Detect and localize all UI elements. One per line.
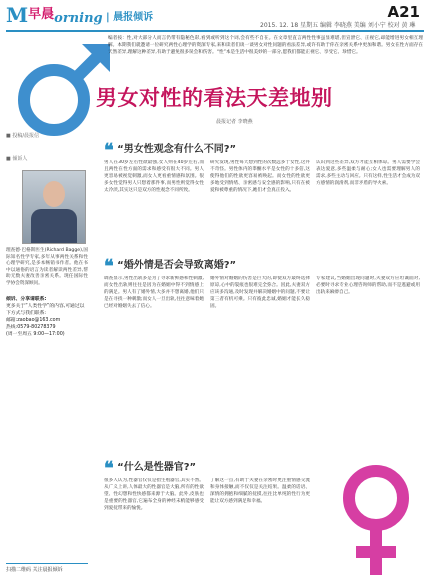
quote-mark-icon: ❝ [104, 458, 114, 479]
expert-photo [22, 170, 86, 244]
section-3-col-1: 很多人认为,性器官仅仅是指生殖器官,其实不然。从广义上讲,人体最大的性器官是大脑,所有的性欲望、性幻想和性快感都来源于大脑。此外,皮肤也是重要的性器官,它遍布全身的神经末梢能够感受到爱抚带来的愉悦。 [104, 478, 204, 511]
section-1-col-2: 研究发现,男性每天想到性的次数远多于女性,这并不奇怪。男性体内的睾酮水平是女性的十多倍,这使得他们的性欲更容易被唤起。而女性的性欲更多地受到情绪、亲密感与安全感的影响,只有在被爱和被尊重的情况下,她们才会真正投入。 [210, 160, 310, 193]
logo-m: M [6, 3, 29, 27]
left-column [6, 132, 88, 338]
section-2-col-3: 专家建议,当婚姻出现问题时,夫妻双方应坦诚面对,必要时寻求专业心理咨询师的帮助,而不是逃避或用出轨来麻痹自己。 [316, 276, 420, 295]
logo-chinese: 早晨 [28, 7, 55, 22]
section-3-col-2: 了解这一点,有助于夫妻在亲密时更注重情感交流和身体接触,而不仅仅是关注结果。温柔的话语、深情的拥抱和细腻的抚摸,往往比单纯的性行为更能让双方感到满足和幸福。 [210, 478, 310, 504]
person-label: ■ 倾诉人 [6, 156, 28, 162]
column-title: | 晨报倾诉 [106, 12, 154, 23]
contact-line: 更多关于“人类性学”的内容,可通过以下方式与我们联系: [6, 303, 85, 316]
photo-suit [31, 209, 77, 243]
page-number: A21 [387, 3, 420, 21]
section-2-col-1: 调查显示,男性出轨多是为了寻求新鲜感和性刺激,而女性出轨则往往是因为在婚姻中得不到情感上的满足。男人有了婚外情,大多并不想离婚,他们只是在寻找一种刺激;而女人一旦出轨,往往意味着她已经对婚姻失去了信心。 [104, 276, 204, 309]
section-1-col-1: 男人在30岁左右性欲最强,女人则在40岁左右,而且两性在性方面的需求和感受有很大不同。男人更容易被视觉刺激,而女人更看重情感和氛围。很多女性觉得男人只想着那件事,而男性则觉得女性太冷淡,其实这只是双方的性观念不同所致。 [104, 160, 204, 193]
female-symbol-icon [318, 460, 428, 577]
page-date-line: 2015. 12. 18 星期五 编辑 李晓燕 美编 刘小宁 校对 黄 琳 [260, 22, 416, 29]
contact-email[interactable]: 邮箱:zaobao@163.com [6, 317, 61, 323]
footer-text: 扫描二维码 关注晨报倾诉 [6, 567, 63, 573]
section-2-heading [104, 256, 236, 277]
section-3-heading [104, 458, 196, 479]
contact-phone[interactable]: 热线:0579-80278379 [6, 324, 56, 330]
footer-divider [6, 563, 88, 564]
byline: 晨报记者 李晓燕 [216, 119, 253, 125]
section-2-title: “婚外情是否会导致离婚?” [117, 260, 237, 271]
section-1-title: “男女性观念有什么不同?” [117, 144, 237, 155]
logo-rest: orning [54, 11, 103, 26]
contact-block [6, 296, 88, 338]
section-3-title: “什么是性器官?” [117, 462, 197, 473]
quote-mark-icon: ❝ [104, 140, 114, 161]
photo-face [43, 181, 65, 207]
section-1-heading [104, 140, 236, 161]
section-1-col-3: 认识到这些差异,双方才能互相体谅。男人需要学会表达爱意,多些温柔与耐心;女人也需要理解男人的需求,多些主动与回应。只有这样,性生活才会成为双方感情的润滑剂,而非矛盾的导火索。 [316, 160, 420, 186]
contact-title: 倾诉、分享请联系: [6, 296, 47, 302]
editor-note: 编者按：性,对大部分人而言仍带有隐秘色彩,看到或听到这个词,会有些不自在。在文章里直言两性性事虽显难堪,但宣泄它、正视它,却能增进男女相互理解。本期我们就邀请一位研究两性心理学的资深专家,来和读者们谈一谈男女对性问题的看法差异,或许有助于你在亲密关系中更加和谐。男女在性方面存在天然差异,理解这种差异,有助于避免很多误会和伤害。“性”本是生活中很美妙的一部分,愿我们都能正视它、享受它、珍惜它。 [108, 36, 423, 55]
headline: 男女对性的看法天差地别 [96, 86, 333, 110]
expert-bio: 理查德·巴格斯医生(Richard Bagge),国际知名性学专家,多年从事两性关系和性心理学研究,是多本畅销书作者。他在书中以通俗的语言为读者解读两性差异,帮助无数夫妻改善亲密关系。现任国际性学协会资深顾问。 [6, 248, 88, 286]
contact-hours: (周一至周五 9:00—17:00) [6, 331, 65, 337]
quote-mark-icon: ❝ [104, 256, 114, 277]
photo-credit: ■ 投稿/晨报信 [6, 133, 39, 139]
section-2-col-2: 婚外情对婚姻的伤害是巨大的,即使双方最终选择原谅,心中的裂痕也很难完全弥合。因此,夫妻双方应该多沟通,及时发现并解决婚姻中的问题,不要让第三者有机可乘。只有彼此忠诚,婚姻才能长久稳固。 [210, 276, 310, 309]
masthead-logo [6, 3, 103, 27]
